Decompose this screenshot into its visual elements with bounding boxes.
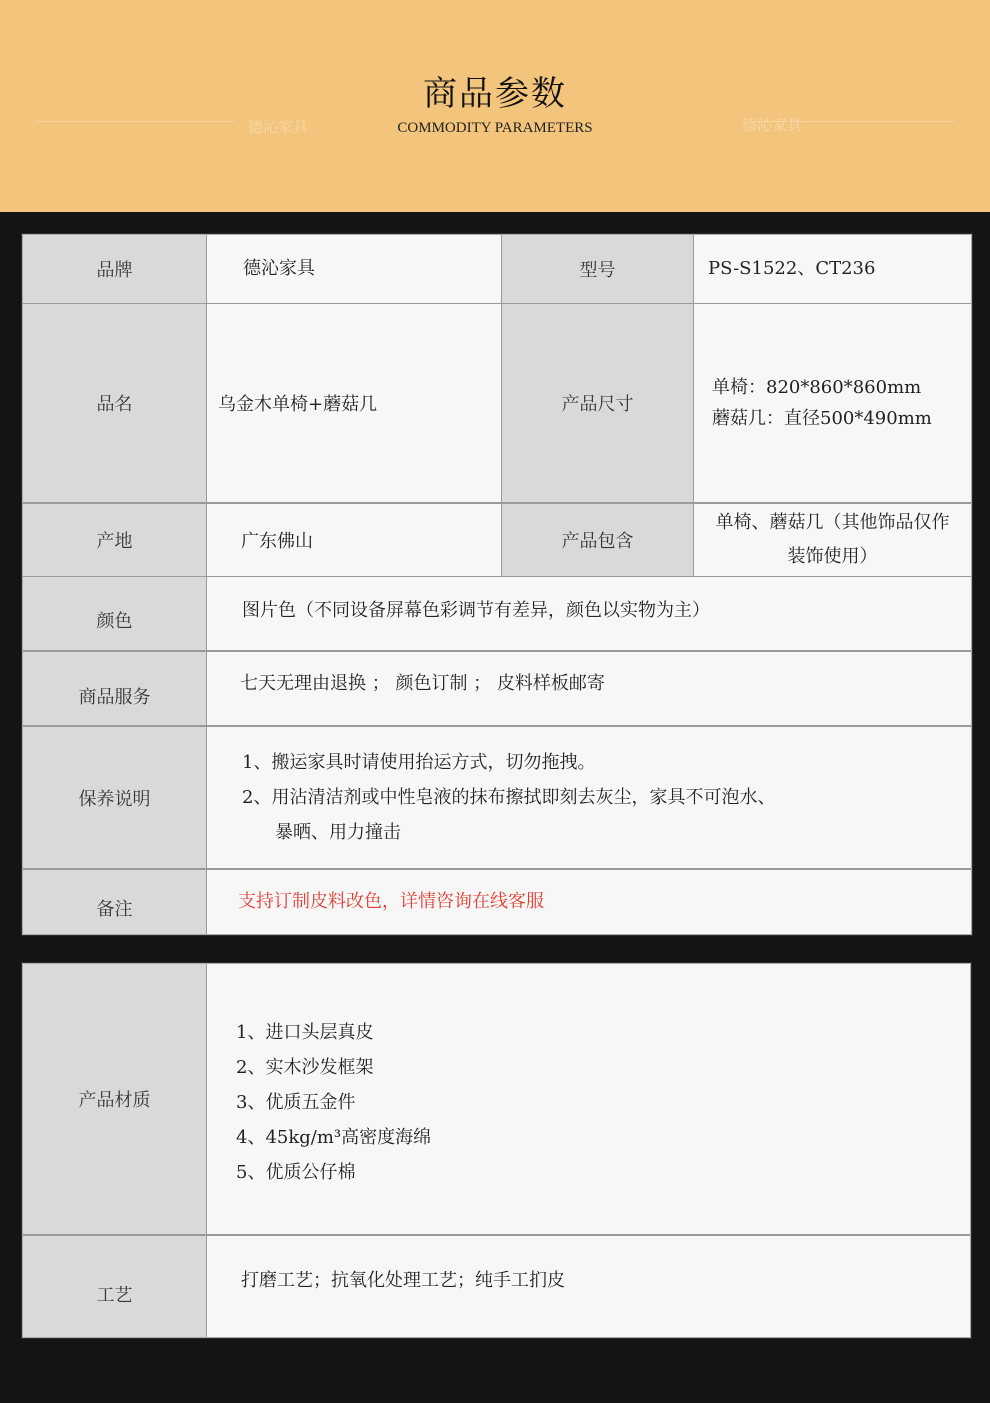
grid-hline: [23, 502, 971, 504]
brand-label: 品牌: [23, 235, 206, 303]
parameter-table: [22, 234, 972, 935]
grid-vline: [501, 235, 502, 576]
craft-label: 工艺: [23, 1236, 206, 1337]
name-label: 品名: [23, 304, 206, 502]
grid-hline: [23, 576, 971, 577]
color-label: 颜色: [23, 577, 206, 650]
header-banner: [0, 0, 990, 212]
includes-line-1: 单椅、蘑菇几（其他饰品仅作: [715, 512, 950, 533]
grid-hline: [23, 868, 971, 870]
grid-vline: [206, 235, 207, 934]
care-line-3: 暴晒、用力撞击: [275, 822, 401, 843]
grid-hline: [23, 650, 971, 652]
service-label: 商品服务: [23, 652, 206, 725]
grid-vline: [206, 964, 207, 1337]
care-label: 保养说明: [23, 727, 206, 868]
craft-value: 打磨工艺；抗氧化处理工艺；纯手工扪皮: [207, 1236, 970, 1337]
material-item: 3、优质五金件: [236, 1091, 356, 1113]
size-label: 产品尺寸: [502, 304, 693, 502]
note-label: 备注: [23, 870, 206, 934]
service-value: 七天无理由退换 ； 颜色订制 ； 皮料样板邮寄: [207, 652, 971, 725]
size-line-1: 单椅：820*860*860mm: [712, 377, 922, 398]
material-item: 5、优质公仔棉: [236, 1161, 356, 1183]
includes-label: 产品包含: [502, 504, 693, 576]
grid-hline: [23, 725, 971, 727]
care-line-2: 2、用沾清洁剂或中性皂液的抹布擦拭即刻去灰尘，家具不可泡水、: [242, 787, 776, 808]
watermark-right: 德沁家具: [742, 116, 803, 134]
model-value: PS-S1522、CT236: [694, 235, 971, 303]
material-table: [22, 963, 971, 1338]
page-subtitle: COMMODITY PARAMETERS: [397, 120, 593, 136]
note-value: 支持订制皮料改色，详情咨询在线客服: [207, 870, 971, 934]
includes-line-2: 装饰使用）: [787, 546, 878, 567]
size-line-2: 蘑菇几：直径500*490mm: [712, 408, 932, 429]
grid-hline: [23, 1234, 970, 1236]
brand-value: 德沁家具: [207, 235, 501, 303]
color-value: 图片色（不同设备屏幕色彩调节有差异，颜色以实物为主）: [207, 577, 971, 650]
page-title: 商品参数: [423, 74, 567, 114]
grid-hline: [23, 303, 971, 304]
grid-vline: [693, 235, 694, 576]
material-list: [207, 964, 970, 1234]
includes-value: [694, 504, 971, 576]
origin-value: 广东佛山: [207, 504, 501, 576]
material-item: 4、45kg/m³高密度海绵: [236, 1126, 432, 1148]
material-label: 产品材质: [23, 964, 206, 1234]
material-item: 1、进口头层真皮: [236, 1021, 374, 1043]
size-value: [694, 304, 971, 502]
watermark-left: 德沁家具: [248, 118, 309, 136]
material-item: 2、实木沙发框架: [236, 1056, 374, 1078]
care-line-1: 1、搬运家具时请使用抬运方式，切勿拖拽。: [242, 752, 596, 773]
model-label: 型号: [502, 235, 693, 303]
origin-label: 产地: [23, 504, 206, 576]
name-value: 乌金木单椅+蘑菇几: [207, 304, 501, 502]
care-value: [207, 727, 971, 868]
